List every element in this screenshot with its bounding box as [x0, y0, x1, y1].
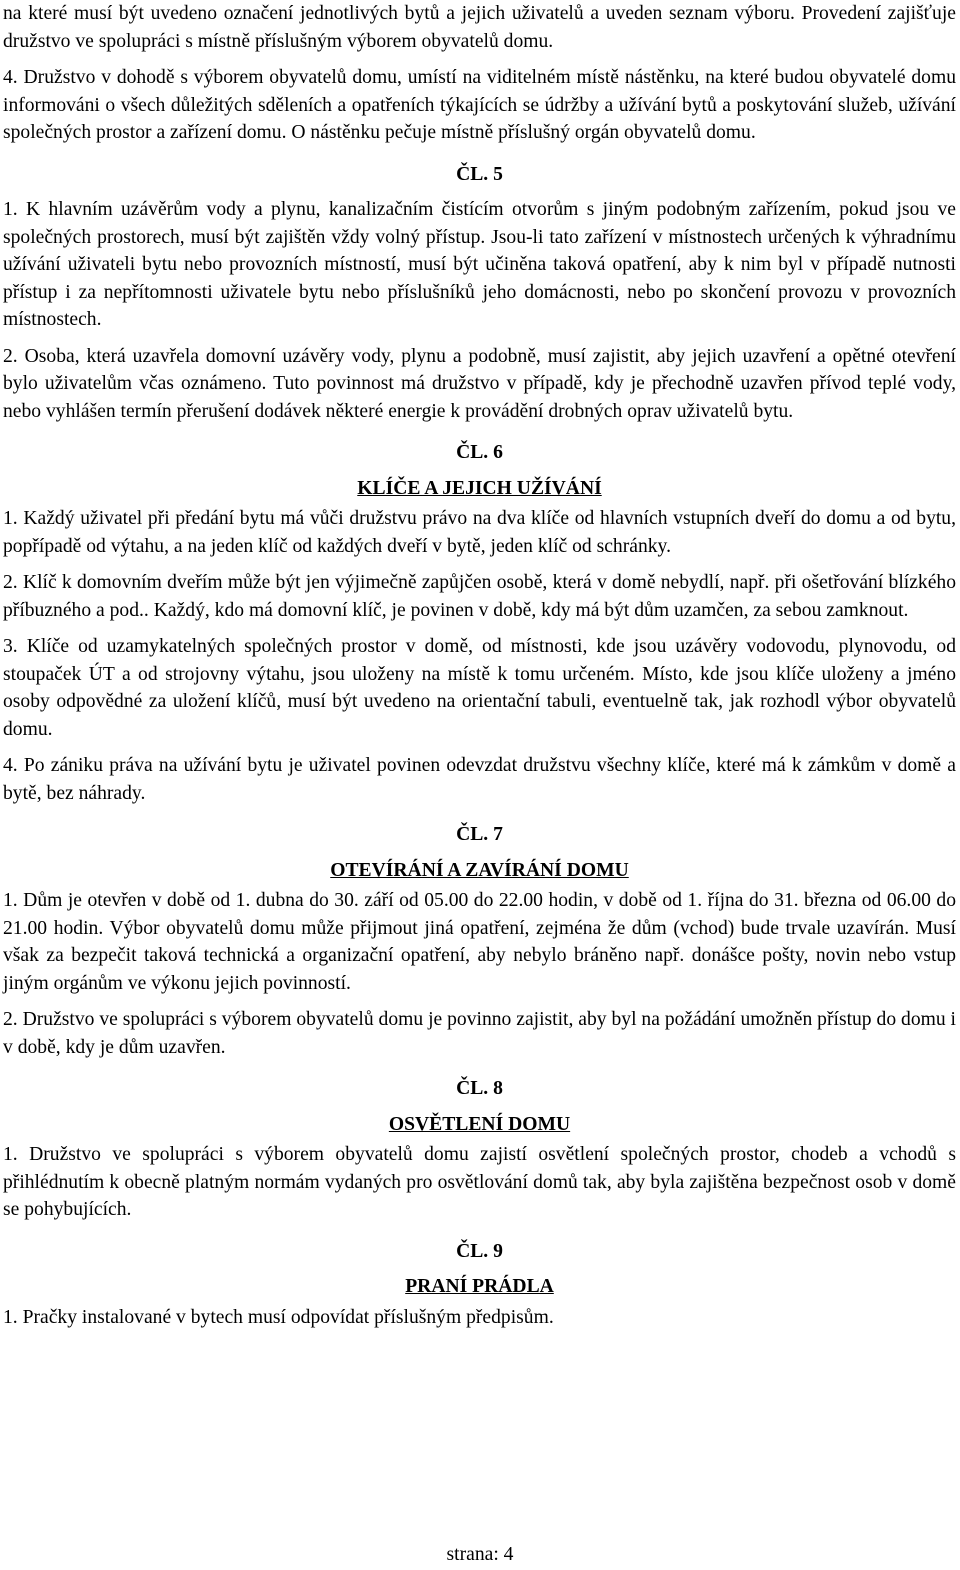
article-5-paragraph-1: 1. K hlavním uzávěrům vody a plynu, kanalizačním čistícím otvorům s jiným podobným zařízením, pokud jsou ve společných prostorech, musí být zajištěn vždy volný přístup. Jsou-li tato zařízení v místnostech určených k výhradnímu užívání uživateli bytu nebo provozních místností, musí být učiněna taková opatření, aby k nim byl v případě nutnosti přístup i za nepřítomnosti uživatele bytu nebo příslušníků jeho domácnosti, nebo po skončení provozu v provozních místnostech.: [3, 199, 956, 330]
article-7-heading: OTEVÍRÁNÍ A ZAVÍRÁNÍ DOMU: [330, 859, 629, 881]
page-number: strana: 4: [446, 1544, 514, 1565]
article-6-paragraph-2: 2. Klíč k domovním dveřím může být jen výjimečně zapůjčen osobě, která v domě nebydlí, např. při ošetřování blízkého příbuzného a pod.. Každý, kdo má domovní klíč, je povinen v době, kdy má být dům uzamčen, za sebou zamknout.: [3, 572, 956, 621]
article-7-title: ČL. 7: [456, 824, 503, 845]
article-9-title: ČL. 9: [456, 1240, 503, 1262]
article-6-title: ČL. 6: [456, 442, 503, 463]
document-body: [3, 0, 956, 1331]
article-6-paragraph-1: 1. Každý uživatel při předání bytu má vůči družstvu právo na dva klíče od hlavních vstupních dveří do domu a od bytu, popřípadě od výtahu, a na jeden klíč od každých dveří v bytě, jeden klíč od schránky.: [3, 508, 956, 557]
paragraph-4: 4. Družstvo v dohodě s výborem obyvatelů domu, umístí na viditelném místě nástěnku, na které budou obyvatelé domu informováni o všech důležitých sděleních a opatřeních týkajících se údržby a užívání bytů a poskytování služeb, užívání společných prostor a zařízení domu. O nástěnku pečuje místně příslušný orgán obyvatelů domu.: [3, 67, 956, 143]
intro-paragraph: na které musí být uvedeno označení jednotlivých bytů a jejich uživatelů a uveden seznam výboru. Provedení zajišťuje družstvo ve spolupráci s místně příslušným výborem obyvatelů domu.: [3, 3, 956, 52]
article-8-title: ČL. 8: [456, 1078, 503, 1099]
article-9-heading: PRANÍ PRÁDLA: [405, 1276, 554, 1297]
article-7-paragraph-1: 1. Dům je otevřen v době od 1. dubna do 30. září od 05.00 do 22.00 hodin, v době od 1. října do 31. března od 06.00 do 21.00 hodin. Výbor obyvatelů domu může přijmout jiná opatření, zejména že dům (vchod) bude trvale uzavírán. Musí však za bezpečit taková technická a organizační opatření, aby nebylo bráněno např. donášce pošty, novin nebo vstup jiným orgánům ve výkonu jejich povinností.: [3, 890, 956, 994]
article-7-paragraph-2: 2. Družstvo ve spolupráci s výborem obyvatelů domu je povinno zajistit, aby byl na požádání umožněn přístup do domu i v době, kdy je dům uzavřen.: [3, 1009, 956, 1058]
article-8-paragraph-1: 1. Družstvo ve spolupráci s výborem obyvatelů domu zajistí osvětlení společných prostor, chodeb a vchodů s přihlédnutím k obecně platným normám vydaných pro osvětlování domů tak, aby byla zajištěna bezpečnost osob v domě se pohybujících.: [3, 1144, 956, 1220]
article-6-paragraph-4: 4. Po zániku práva na užívání bytu je uživatel povinen odevzdat družstvu všechny klíče, které má k zámkům v domě a bytě, bez náhrady.: [3, 755, 956, 804]
article-5-paragraph-2: 2. Osoba, která uzavřela domovní uzávěry vody, plynu a podobně, musí zajistit, aby jejich uzavření a opětné otevření bylo uživatelům včas oznámeno. Tuto povinnost má družstvo v případě, kdy je přechodně uzavřen přívod teplé vody, nebo vyhlášen termín přerušení dodávek některé energie k provádění drobných oprav uživatelů bytu.: [3, 345, 956, 422]
article-5-title: ČL. 5: [456, 163, 503, 185]
article-8-heading: OSVĚTLENÍ DOMU: [388, 1113, 571, 1135]
article-6-heading: KLÍČE A JEJICH UŽÍVÁNÍ: [357, 477, 602, 499]
article-9-paragraph-1: 1. Pračky instalované v bytech musí odpovídat příslušným předpisům.: [3, 1306, 554, 1328]
article-6-paragraph-3: 3. Klíče od uzamykatelných společných prostor v domě, od místnosti, kde jsou uzávěry vodovodu, plynovodu, od stoupaček ÚT a od strojovny výtahu, jsou uloženy na místě k tomu určeném. Místo, kde jsou klíče uloženy a jméno osoby odpovědné za uložení klíčů, musí být uvedeno na orientační tabuli, eventuelně tak, jak rozhodl výbor obyvatelů domu.: [3, 636, 956, 740]
